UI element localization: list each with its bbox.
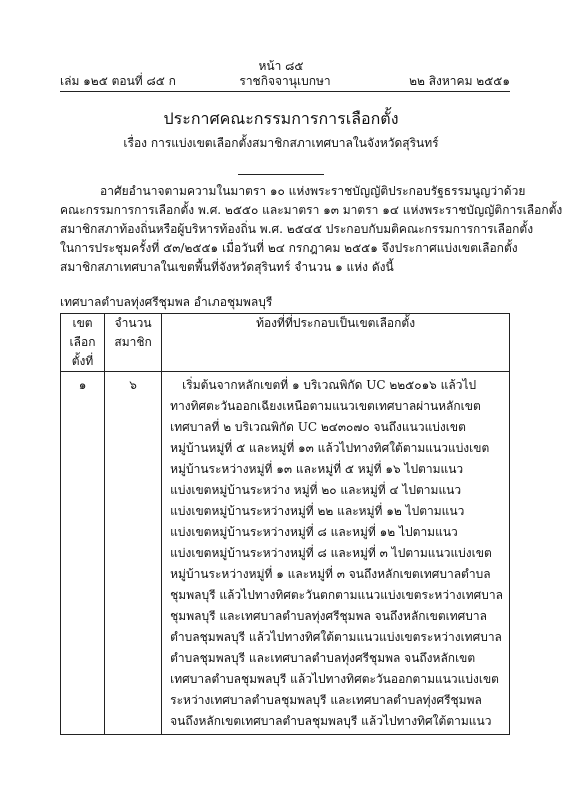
area-line: เทศบาลที่ ๒ บริเวณพิกัด UC ๒๔๓๐๗๐ จนถึงแนวแบ่งเขต <box>170 420 466 434</box>
area-line: เริ่มต้นจากหลักเขตที่ ๑ บริเวณพิกัด UC ๒๒๕๐๑๖ แล้วไป <box>182 378 477 392</box>
area-line: ระหว่างเทศบาลตำบลชุมพลบุรี และเทศบาลตำบลทุ่งศรีชุมพล <box>170 693 482 707</box>
body-line: ในการประชุมครั้งที่ ๕๓/๒๕๕๑ เมื่อวันที่ ๒๔ กรกฎาคม ๒๕๕๑ จึงประกาศแบ่งเขตเลือกตั้ง <box>60 241 518 255</box>
gazette-date: ๒๒ สิงหาคม ๒๕๕๑ <box>409 74 510 88</box>
table-row <box>61 372 510 735</box>
header-zone: เขตเลือกตั้งที่ <box>61 314 105 372</box>
body-line: สมาชิกสภาท้องถิ่นหรือผู้บริหารท้องถิ่น พ.ศ. ๒๕๔๕ ประกอบกับมติคณะกรรมการการเลือกตั้ง <box>60 222 534 236</box>
area-line: แบ่งเขตหมู่บ้านระหว่างหมู่ที่ ๘ และหมู่ที่ ๓ ไปตามแนวแบ่งเขต <box>170 546 492 560</box>
area-line: ทางทิศตะวันออกเฉียงเหนือตามแนวเขตเทศบาลผ่านหลักเขต <box>170 399 481 413</box>
body-paragraph <box>60 182 562 277</box>
member-count: ๖ <box>105 372 162 735</box>
area-line: ชุมพลบุรี และเทศบาลตำบลทุ่งศรีชุมพล จนถึงหลักเขตเทศบาล <box>170 609 487 623</box>
volume-issue: เล่ม ๑๒๕ ตอนที่ ๘๕ ก <box>60 74 176 88</box>
header-divider <box>60 91 510 92</box>
body-line: คณะกรรมการการเลือกตั้ง พ.ศ. ๒๕๕๐ และมาตรา ๑๓ มาตรา ๑๔ แห่งพระราชบัญญัติการเลือกตั้ง <box>60 203 562 217</box>
header-area: ท้องที่ที่ประกอบเป็นเขตเลือกตั้ง <box>162 314 510 372</box>
area-line: ตำบลชุมพลบุรี แล้วไปทางทิศใต้ตามแนวแบ่งเขตระหว่างเทศบาล <box>170 630 502 644</box>
area-line: ชุมพลบุรี แล้วไปทางทิศตะวันตกตามแนวแบ่งเขตระหว่างเทศบาล <box>170 588 503 602</box>
table-header-row <box>61 314 510 372</box>
area-line: จนถึงหลักเขตเทศบาลตำบลชุมพลบุรี แล้วไปทางทิศใต้ตามแนว <box>170 714 492 728</box>
title-divider <box>238 174 324 175</box>
area-line: แบ่งเขตหมู่บ้านระหว่าง หมู่ที่ ๒๐ และหมู่ที่ ๔ ไปตามแนว <box>170 483 462 497</box>
body-line: อาศัยอำนาจตามความในมาตรา ๑๐ แห่งพระราชบัญญัติประกอบรัฐธรรมนูญว่าด้วย <box>100 184 526 198</box>
area-line: หมู่บ้านระหว่างหมู่ที่ ๑๓ และหมู่ที่ ๕ หมู่ที่ ๑๖ ไปตามแนว <box>170 462 464 476</box>
municipality-label: เทศบาลตำบลทุ่งศรีชุมพล อำเภอชุมพลบุรี <box>60 295 273 309</box>
zone-number: ๑ <box>61 372 105 735</box>
area-line: แบ่งเขตหมู่บ้านระหว่างหมู่ที่ ๘ และหมู่ที่ ๑๒ ไปตามแนว <box>170 525 458 539</box>
area-description <box>162 372 510 735</box>
area-line: หมู่บ้านระหว่างหมู่ที่ ๑ และหมู่ที่ ๓ จนถึงหลักเขตเทศบาลตำบล <box>170 567 491 581</box>
announcement-subject: เรื่อง การแบ่งเขตเลือกตั้งสมาชิกสภาเทศบาลในจังหวัดสุรินทร์ <box>123 136 439 150</box>
announcement-title: ประกาศคณะกรรมการการเลือกตั้ง <box>163 109 399 128</box>
gazette-header <box>60 72 510 86</box>
header-members: จำนวนสมาชิก <box>105 314 162 372</box>
page-number: หน้า ๘๕ <box>258 59 304 73</box>
area-line: แบ่งเขตหมู่บ้านระหว่างหมู่ที่ ๒๒ และหมู่ที่ ๑๒ ไปตามแนว <box>170 504 465 518</box>
body-line: สมาชิกสภาเทศบาลในเขตพื้นที่จังหวัดสุรินทร์ จำนวน ๑ แห่ง ดังนี้ <box>60 260 394 274</box>
area-line: ตำบลชุมพลบุรี และเทศบาลตำบลทุ่งศรีชุมพล จนถึงหลักเขต <box>170 651 476 665</box>
area-line: หมู่บ้านหมู่ที่ ๕ และหมู่ที่ ๑๓ แล้วไปทางทิศใต้ตามแนวแบ่งเขต <box>170 441 490 455</box>
constituency-table <box>60 313 510 735</box>
area-line: เทศบาลตำบลชุมพลบุรี แล้วไปทางทิศตะวันออกตามแนวแบ่งเขต <box>170 672 499 686</box>
gazette-name: ราชกิจจานุเบกษา <box>239 74 331 88</box>
